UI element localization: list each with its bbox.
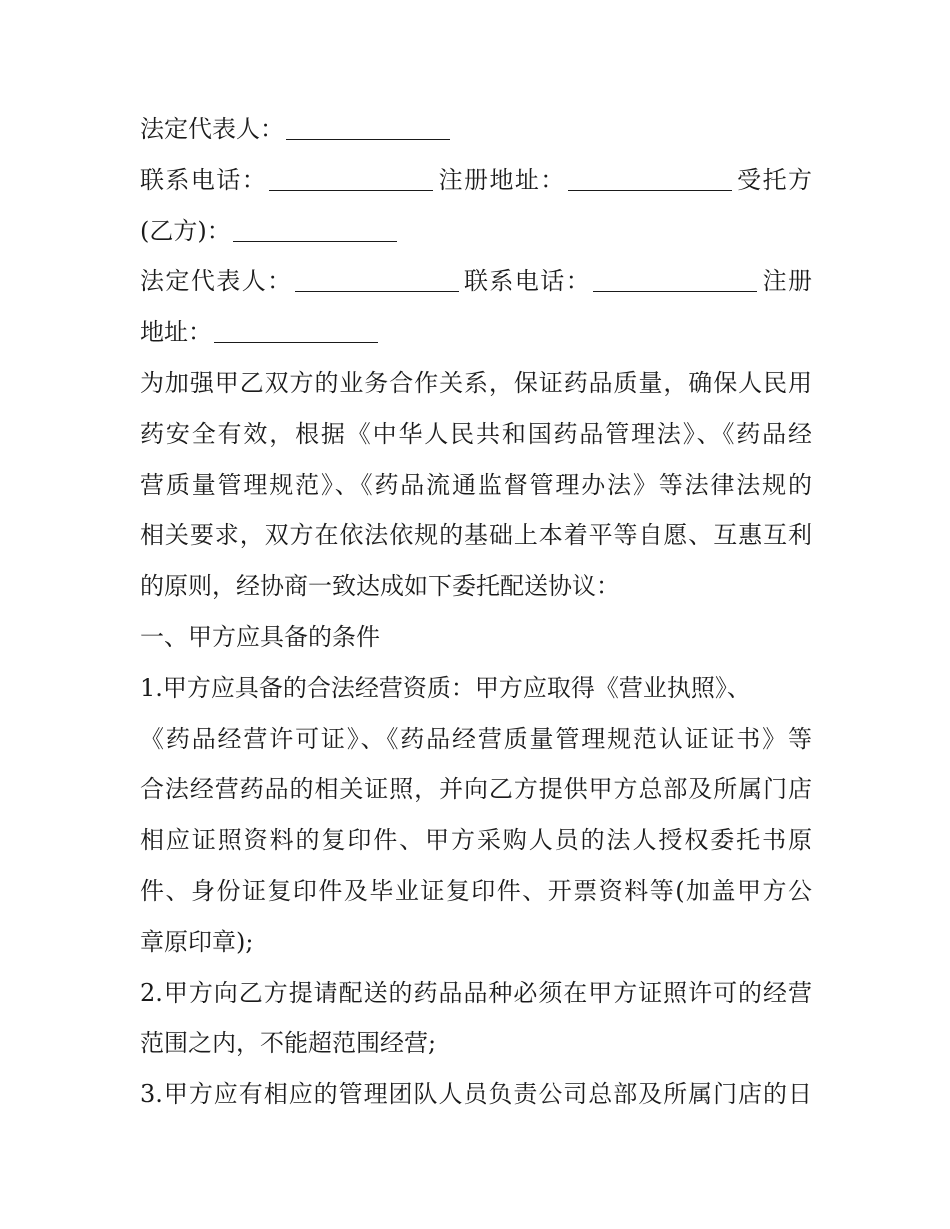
intro-line: 药安全有效，根据《中华人民共和国药品管理法》、《药品经 [140, 419, 812, 448]
item1-line: 章原印章); [140, 927, 254, 956]
item1-line: 1.甲方应具备的合法经营资质：甲方应取得《营业执照》、 [140, 673, 751, 702]
item1-line: 合法经营药品的相关证照，并向乙方提供甲方总部及所属门店 [140, 775, 812, 804]
intro-line: 为加强甲乙双方的业务合作关系，保证药品质量，确保人民用 [140, 368, 812, 397]
party-a-address-blank[interactable] [568, 189, 732, 191]
party-a-phone-blank[interactable] [269, 189, 433, 191]
party-a-legal-rep-blank[interactable] [286, 138, 450, 140]
section1-item1 [140, 663, 812, 968]
party-b-title-part2: (乙方)： [140, 216, 231, 245]
party-b-address-label-part1: 注册 [761, 267, 813, 296]
item1-line: 相应证照资料的复印件、甲方采购人员的法人授权委托书原 [140, 826, 812, 855]
party-b-address-line [140, 307, 812, 358]
section1-item3 [140, 1069, 812, 1120]
party-b-title-part1: 受托方 [735, 165, 813, 194]
party-b-contact-line [140, 256, 812, 307]
item1-line: 件、身份证复印件及毕业证复印件、开票资料等(加盖甲方公 [140, 876, 812, 905]
section1-item2 [140, 968, 812, 1070]
party-b-address-blank[interactable] [214, 341, 378, 343]
item3-line: 3.甲方应有相应的管理团队人员负责公司总部及所属门店的日 [140, 1080, 812, 1109]
party-b-legal-rep-blank[interactable] [295, 290, 459, 292]
item2-line: 范围之内，不能超范围经营; [140, 1029, 437, 1058]
party-b-address-label-part2: 地址： [140, 318, 212, 347]
party-a-phone-label: 联系电话： [140, 165, 268, 194]
party-a-address-label: 注册地址： [437, 165, 566, 194]
party-b-name-blank[interactable] [233, 240, 397, 242]
party-a-legal-rep-line [140, 104, 812, 155]
intro-paragraph [140, 358, 812, 612]
contract-page [140, 104, 812, 1120]
section1-heading: 一、甲方应具备的条件 [140, 622, 380, 651]
item2-line: 2.甲方向乙方提请配送的药品品种必须在甲方证照许可的经营 [140, 978, 812, 1007]
party-b-title-line [140, 206, 812, 257]
intro-line: 相关要求，双方在依法依规的基础上本着平等自愿、互惠互利 [140, 521, 812, 550]
item1-line: 《药品经营许可证》、《药品经营质量管理规范认证证书》等 [140, 724, 812, 753]
party-b-phone-label: 联系电话： [462, 267, 592, 296]
intro-line: 的原则，经协商一致达成如下委托配送协议： [140, 572, 620, 601]
party-b-phone-blank[interactable] [593, 290, 757, 292]
party-a-legal-rep-label: 法定代表人： [140, 115, 284, 143]
party-b-legal-rep-label: 法定代表人： [140, 267, 293, 296]
party-a-contact-line [140, 155, 812, 206]
intro-line: 营质量管理规范》、《药品流通监督管理办法》等法律法规的 [140, 470, 812, 499]
